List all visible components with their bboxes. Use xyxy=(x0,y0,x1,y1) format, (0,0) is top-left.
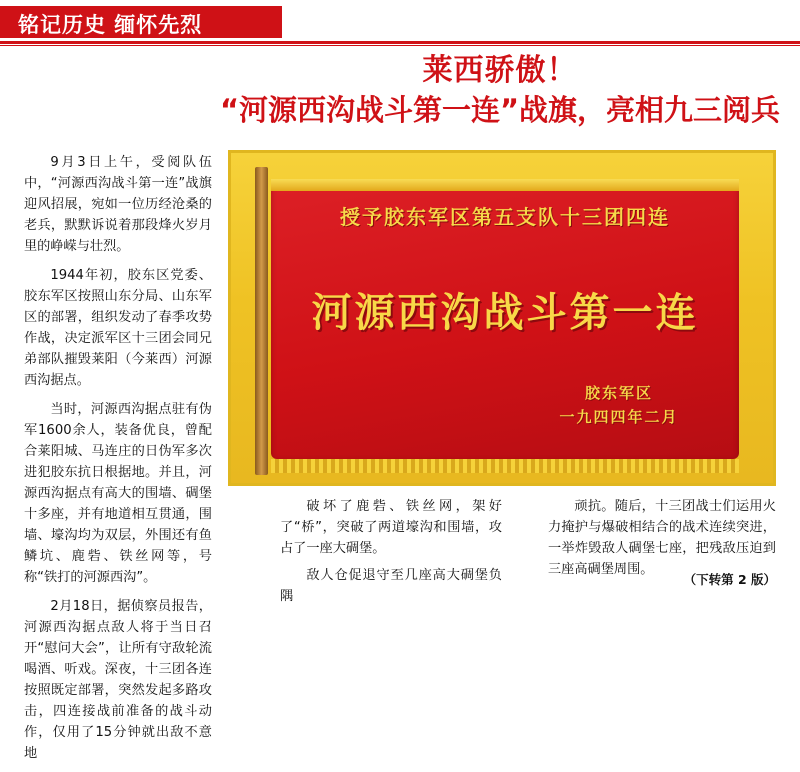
paragraph: 当时，河源西沟据点驻有伪军1600余人，装备优良，曾配合莱阳城、马连庄的日伪军多次进犯胶东抗日根据地。并且，河源西沟据点有高大的围墙、碉堡十多座，并有地道相互贯通，围墙、壕沟均为双层，外围还有鱼鳞坑、鹿砦、铁丝网等，号称“铁打的河源西沟”。 xyxy=(24,402,212,585)
article-headline xyxy=(210,52,790,130)
flag-bottom-fringe xyxy=(271,459,739,473)
paragraph: 敌人仓促退守至几座高大碉堡负隅 xyxy=(280,568,502,604)
masthead-divider-thick xyxy=(0,41,800,44)
flag-top-gold-band xyxy=(271,179,739,191)
flag-pole xyxy=(255,167,268,475)
body-column-2 xyxy=(280,496,502,613)
flag-signature-unit: 胶东军区 xyxy=(584,384,653,402)
continuation-note: （下转第 2 版） xyxy=(683,572,776,587)
masthead xyxy=(0,0,800,44)
masthead-banner-text: 铭记历史 缅怀先烈 xyxy=(18,13,203,37)
flag-unit-title: 河源西沟战斗第一连 xyxy=(311,290,699,336)
body-columns-bottom xyxy=(24,496,776,604)
headline-line-2: “河源西沟战斗第一连”战旗，亮相九三阅兵 xyxy=(219,93,781,127)
paragraph: 顽抗。随后，十三团战士们运用火力掩护与爆破相结合的战术连续突进，一举炸毁敌人碉堡七座，把残敌压迫到三座高碉堡周围。 xyxy=(548,499,776,577)
flag-signature xyxy=(519,381,719,429)
paragraph: 1944年初，胶东区党委、胶东军区按照山东分局、山东军区的部署，组织发动了春季攻势作战，决定派军区十三团会同兄弟部队摧毁莱阳（今莱西）河源西沟据点。 xyxy=(24,268,212,388)
paragraph: 9月3日上午，受阅队伍中，“河源西沟战斗第一连”战旗迎风招展，宛如一位历经沧桑的老兵，默默诉说着那段烽火岁月里的峥嵘与壮烈。 xyxy=(24,155,212,254)
battle-flag-photo xyxy=(228,150,776,486)
flag-award-line: 授予胶东军区第五支队十三团四连 xyxy=(340,205,670,229)
flag-signature-date: 一九四四年二月 xyxy=(559,408,679,426)
masthead-divider-thin xyxy=(0,45,800,46)
headline-line-1: 莱西骄傲！ xyxy=(422,53,578,88)
paragraph: 2月18日，据侦察员报告，河源西沟据点敌人将于当日召开“慰问大会”，让所有守敌轮流喝酒、听戏。深夜，十三团各连按照既定部署，突然发起多路攻击，四连接战前准备的战斗动作，仅用了15分钟就出敌不意地 xyxy=(24,599,212,761)
paragraph: 破坏了鹿砦、铁丝网，架好了“桥”，突破了两道壕沟和围墙，攻占了一座大碉堡。 xyxy=(280,499,502,556)
body-column-left xyxy=(24,152,212,772)
